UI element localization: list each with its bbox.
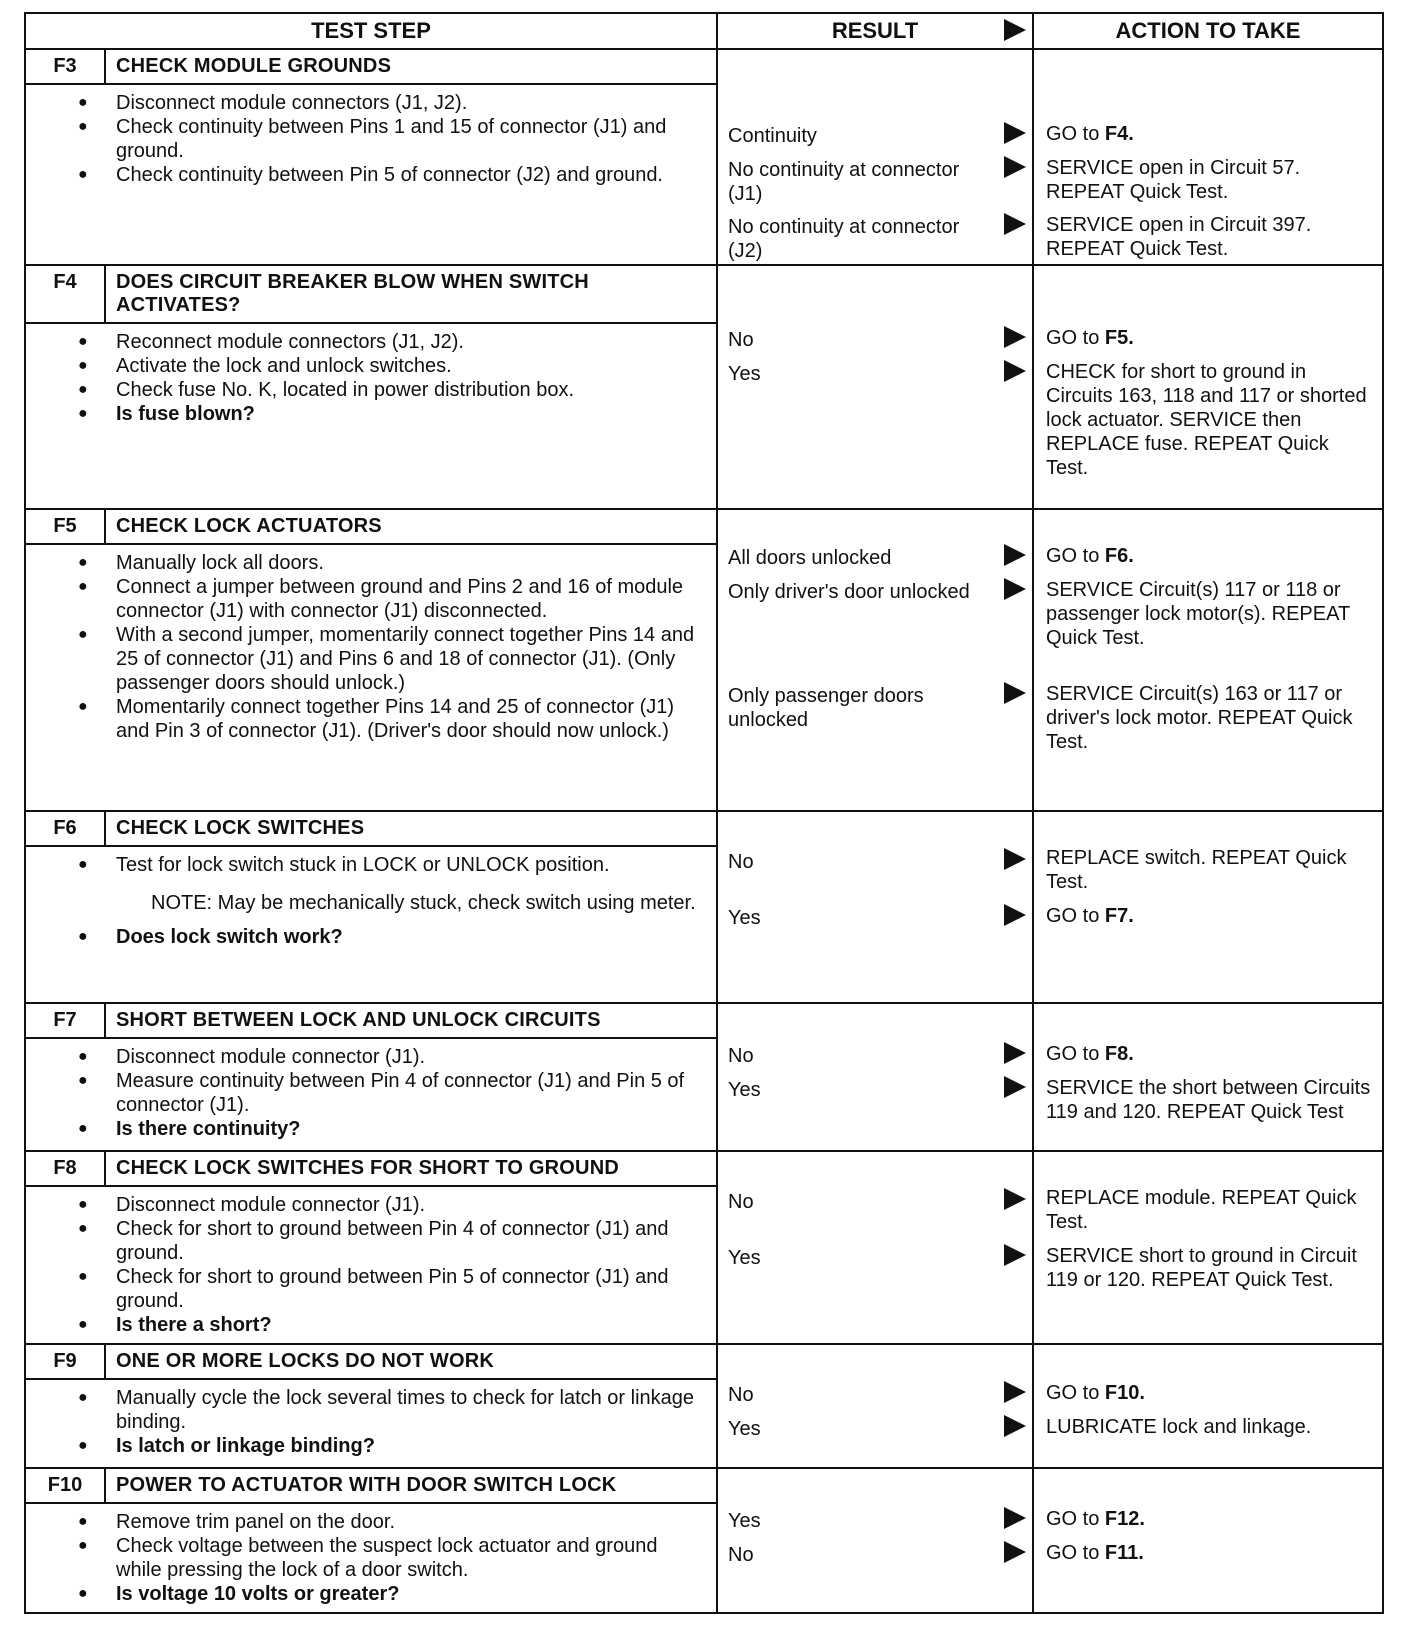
list-item: ● Manually cycle the lock several times to check for latch or linkage binding. xyxy=(116,1386,700,1434)
result-item: No xyxy=(728,1190,996,1214)
result-cell xyxy=(717,1344,1033,1468)
diagnostic-table-page xyxy=(24,12,1382,1614)
list-item: ● Disconnect module connector (J1). xyxy=(116,1045,700,1069)
arrow-icon xyxy=(1004,848,1026,870)
result-item: Yes xyxy=(728,1417,996,1441)
arrow-icon xyxy=(1004,360,1026,382)
table-row xyxy=(25,811,1383,1003)
list-item: ● Reconnect module connectors (J1, J2). xyxy=(116,330,700,354)
list-item: ● Manually lock all doors. xyxy=(116,551,700,575)
step-title: SHORT BETWEEN LOCK AND UNLOCK CIRCUITS xyxy=(116,1009,601,1031)
header-action: ACTION TO TAKE xyxy=(1033,13,1383,49)
result-cell xyxy=(717,265,1033,509)
test-step-cell xyxy=(25,509,717,811)
action-item: SERVICE open in Circuit 57. REPEAT Quick Test. xyxy=(1046,157,1301,203)
result-cell xyxy=(717,49,1033,265)
action-item: SERVICE the short between Circuits 119 and 120. REPEAT Quick Test xyxy=(1046,1077,1371,1123)
step-title: CHECK LOCK ACTUATORS xyxy=(116,515,382,537)
action-cell xyxy=(1033,265,1383,509)
step-bullets xyxy=(26,853,716,877)
step-id: F4 xyxy=(26,266,106,322)
result-item: No xyxy=(728,850,996,874)
arrow-icon xyxy=(1004,1541,1026,1563)
step-id: F10 xyxy=(26,1469,106,1502)
arrow-icon xyxy=(1004,213,1026,235)
step-title: CHECK LOCK SWITCHES xyxy=(116,817,365,839)
action-item: REPLACE module. REPEAT Quick Test. xyxy=(1046,1187,1357,1233)
result-item: No xyxy=(728,1044,996,1068)
arrow-icon xyxy=(1004,19,1026,41)
test-step-cell xyxy=(25,1468,717,1613)
list-item: ● Is there continuity? xyxy=(116,1117,700,1141)
step-title: ONE OR MORE LOCKS DO NOT WORK xyxy=(116,1350,495,1372)
action-item: SERVICE Circuit(s) 117 or 118 or passenger lock motor(s). REPEAT Quick Test. xyxy=(1046,579,1350,649)
list-item: ● Does lock switch work? xyxy=(116,925,700,949)
test-step-cell xyxy=(25,49,717,265)
table-header-row xyxy=(25,13,1383,49)
action-item: SERVICE open in Circuit 397. REPEAT Quick Test. xyxy=(1046,214,1312,260)
step-id: F7 xyxy=(26,1004,106,1037)
list-item: ● Check for short to ground between Pin 4 of connector (J1) and ground. xyxy=(116,1217,700,1265)
action-item: GO to F4. xyxy=(1046,123,1134,145)
list-item: ● Momentarily connect together Pins 14 and 25 of connector (J1) and Pin 3 of connector (J1). (Driver's door should now unlock.) xyxy=(116,695,700,743)
step-title: DOES CIRCUIT BREAKER BLOW WHEN SWITCH ACTIVATES? xyxy=(116,271,589,316)
list-item: ● Is latch or linkage binding? xyxy=(116,1434,700,1458)
arrow-icon xyxy=(1004,122,1026,144)
list-item: ● Measure continuity between Pin 4 of connector (J1) and Pin 5 of connector (J1). xyxy=(116,1069,700,1117)
step-id: F9 xyxy=(26,1345,106,1378)
table-row xyxy=(25,1003,1383,1151)
arrow-icon xyxy=(1004,156,1026,178)
result-item: Continuity xyxy=(728,124,996,148)
list-item: ● Check voltage between the suspect lock actuator and ground while pressing the lock of a door switch. xyxy=(116,1534,700,1582)
list-item: ● Is there a short? xyxy=(116,1313,700,1337)
action-item: GO to F5. xyxy=(1046,327,1134,349)
result-item: Yes xyxy=(728,362,996,386)
table-row xyxy=(25,49,1383,265)
test-step-cell xyxy=(25,265,717,509)
step-id: F3 xyxy=(26,50,106,83)
header-result xyxy=(717,13,1033,49)
arrow-icon xyxy=(1004,1076,1026,1098)
step-title: CHECK LOCK SWITCHES FOR SHORT TO GROUND xyxy=(116,1157,619,1179)
action-cell xyxy=(1033,811,1383,1003)
list-item: ● Is voltage 10 volts or greater? xyxy=(116,1582,700,1606)
list-item: ● Test for lock switch stuck in LOCK or UNLOCK position. xyxy=(116,853,700,877)
step-bullets xyxy=(26,1045,716,1141)
list-item: ● Activate the lock and unlock switches. xyxy=(116,354,700,378)
arrow-icon xyxy=(1004,1415,1026,1437)
action-item: GO to F7. xyxy=(1046,905,1134,927)
arrow-icon xyxy=(1004,1188,1026,1210)
action-item: GO to F8. xyxy=(1046,1043,1134,1065)
step-bullets xyxy=(26,925,716,949)
table-row xyxy=(25,1151,1383,1344)
result-item: Yes xyxy=(728,1246,996,1270)
result-cell xyxy=(717,1003,1033,1151)
arrow-icon xyxy=(1004,578,1026,600)
arrow-icon xyxy=(1004,1042,1026,1064)
header-test-step: TEST STEP xyxy=(25,13,717,49)
test-step-cell xyxy=(25,811,717,1003)
action-item: CHECK for short to ground in Circuits 163, 118 and 117 or shorted lock actuator. SERVICE then REPLACE fuse. REPEAT Quick Test. xyxy=(1046,361,1367,479)
header-result-label: RESULT xyxy=(831,18,919,43)
action-cell xyxy=(1033,1003,1383,1151)
action-cell xyxy=(1033,49,1383,265)
action-cell xyxy=(1033,1344,1383,1468)
action-item: SERVICE short to ground in Circuit 119 or 120. REPEAT Quick Test. xyxy=(1046,1245,1357,1291)
table-row xyxy=(25,265,1383,509)
action-cell xyxy=(1033,1468,1383,1613)
result-cell xyxy=(717,1151,1033,1344)
list-item: ● Disconnect module connectors (J1, J2). xyxy=(116,91,700,115)
result-item: Yes xyxy=(728,906,996,930)
pinpoint-test-table xyxy=(24,12,1384,1614)
table-row xyxy=(25,1344,1383,1468)
result-cell xyxy=(717,811,1033,1003)
step-title: POWER TO ACTUATOR WITH DOOR SWITCH LOCK xyxy=(116,1474,617,1496)
arrow-icon xyxy=(1004,1381,1026,1403)
result-item: No xyxy=(728,1383,996,1407)
arrow-icon xyxy=(1004,1507,1026,1529)
arrow-icon xyxy=(1004,544,1026,566)
result-item: All doors unlocked xyxy=(728,546,996,570)
arrow-icon xyxy=(1004,904,1026,926)
step-bullets xyxy=(26,91,716,187)
action-item: GO to F11. xyxy=(1046,1542,1144,1564)
result-item: No xyxy=(728,1543,996,1567)
step-bullets xyxy=(26,1510,716,1606)
list-item: ● Check fuse No. K, located in power distribution box. xyxy=(116,378,700,402)
result-item: No continuity at connector (J1) xyxy=(728,158,996,206)
result-cell xyxy=(717,1468,1033,1613)
step-bullets xyxy=(26,1193,716,1337)
list-item: ● With a second jumper, momentarily connect together Pins 14 and 25 of connector (J1) and Pins 6 and 18 of connector (J1). (Only passenger doors should unlock.) xyxy=(116,623,700,695)
action-item: GO to F12. xyxy=(1046,1508,1145,1530)
list-item: ● Remove trim panel on the door. xyxy=(116,1510,700,1534)
test-step-cell xyxy=(25,1344,717,1468)
step-bullets xyxy=(26,330,716,426)
result-item: No xyxy=(728,328,996,352)
step-id: F5 xyxy=(26,510,106,543)
result-item: No continuity at connector (J2) xyxy=(728,215,996,263)
test-step-cell xyxy=(25,1151,717,1344)
list-item: ● Check continuity between Pin 5 of connector (J2) and ground. xyxy=(116,163,700,187)
result-item: Only passenger doors unlocked xyxy=(728,684,996,732)
step-bullets xyxy=(26,1386,716,1458)
list-item: ● Is fuse blown? xyxy=(116,402,700,426)
action-cell xyxy=(1033,1151,1383,1344)
arrow-icon xyxy=(1004,682,1026,704)
step-bullets xyxy=(26,551,716,743)
result-cell xyxy=(717,509,1033,811)
table-row xyxy=(25,509,1383,811)
table-row xyxy=(25,1468,1383,1613)
result-item: Only driver's door unlocked xyxy=(728,580,996,604)
step-note: NOTE: May be mechanically stuck, check switch using meter. xyxy=(151,892,696,914)
test-step-cell xyxy=(25,1003,717,1151)
action-cell xyxy=(1033,509,1383,811)
step-title: CHECK MODULE GROUNDS xyxy=(116,55,392,77)
action-item: LUBRICATE lock and linkage. xyxy=(1046,1416,1312,1438)
action-item: SERVICE Circuit(s) 163 or 117 or driver's lock motor. REPEAT Quick Test. xyxy=(1046,683,1353,753)
list-item: ● Check continuity between Pins 1 and 15 of connector (J1) and ground. xyxy=(116,115,700,163)
list-item: ● Check for short to ground between Pin 5 of connector (J1) and ground. xyxy=(116,1265,700,1313)
action-item: REPLACE switch. REPEAT Quick Test. xyxy=(1046,847,1347,893)
action-item: GO to F10. xyxy=(1046,1382,1145,1404)
arrow-icon xyxy=(1004,1244,1026,1266)
list-item: ● Connect a jumper between ground and Pins 2 and 16 of module connector (J1) with connector (J1) disconnected. xyxy=(116,575,700,623)
arrow-icon xyxy=(1004,326,1026,348)
list-item: ● Disconnect module connector (J1). xyxy=(116,1193,700,1217)
result-item: Yes xyxy=(728,1509,996,1533)
step-id: F8 xyxy=(26,1152,106,1185)
action-item: GO to F6. xyxy=(1046,545,1134,567)
step-id: F6 xyxy=(26,812,106,845)
result-item: Yes xyxy=(728,1078,996,1102)
